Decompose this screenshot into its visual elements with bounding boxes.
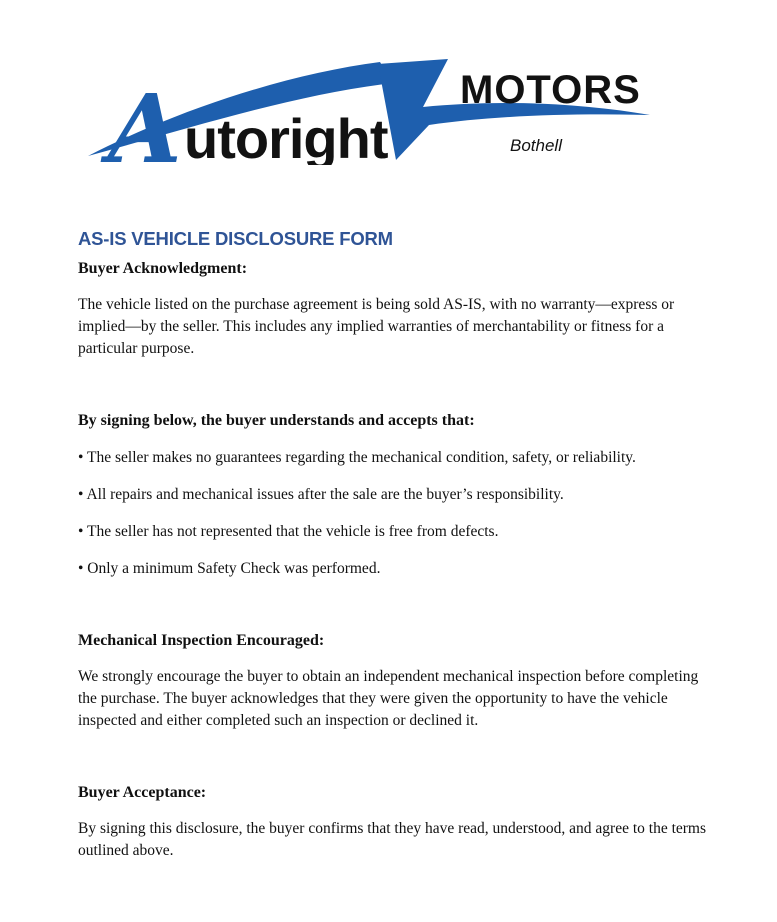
buyer-acceptance-heading: Buyer Acceptance: xyxy=(78,784,207,801)
mechanical-inspection-paragraph: We strongly encourage the buyer to obtain an independent mechanical inspection before completing the purchase. The buyer acknowledges that they were given the opportunity to have the vehicle inspected and either completed such an inspection or declined it. xyxy=(78,668,699,729)
list-item: • The seller has not represented that the vehicle is free from defects. xyxy=(78,523,499,540)
buyer-acceptance-paragraph: By signing this disclosure, the buyer confirms that they have read, understood, and agree to the terms outlined above. xyxy=(78,820,707,859)
buyer-acknowledgment-heading: Buyer Acknowledgment: xyxy=(78,260,248,277)
logo-brand-rest: utoright xyxy=(184,107,388,165)
list-item: • The seller makes no guarantees regarding the mechanical condition, safety, or reliability. xyxy=(78,449,636,466)
buyer-acknowledgment-paragraph: The vehicle listed on the purchase agreement is being sold AS-IS, with no warranty—express or implied—by the seller. This includes any implied warranties of merchantability or fitness for a particular purpose. xyxy=(78,296,675,357)
logo-location-label: Bothell xyxy=(510,136,562,155)
dealership-logo xyxy=(82,50,662,165)
autoright-motors-logo-svg xyxy=(82,50,662,165)
signing-terms-heading: By signing below, the buyer understands and accepts that: xyxy=(78,412,475,429)
logo-brand-initial: A xyxy=(108,74,182,165)
mechanical-inspection-heading: Mechanical Inspection Encouraged: xyxy=(78,632,325,649)
logo-brand-motors: MOTORS xyxy=(460,68,641,112)
document-title: AS-IS VEHICLE DISCLOSURE FORM xyxy=(78,228,393,249)
list-item: • Only a minimum Safety Check was performed. xyxy=(78,560,381,577)
disclosure-form-page xyxy=(0,50,777,862)
list-item: • All repairs and mechanical issues after the sale are the buyer’s responsibility. xyxy=(78,486,564,503)
